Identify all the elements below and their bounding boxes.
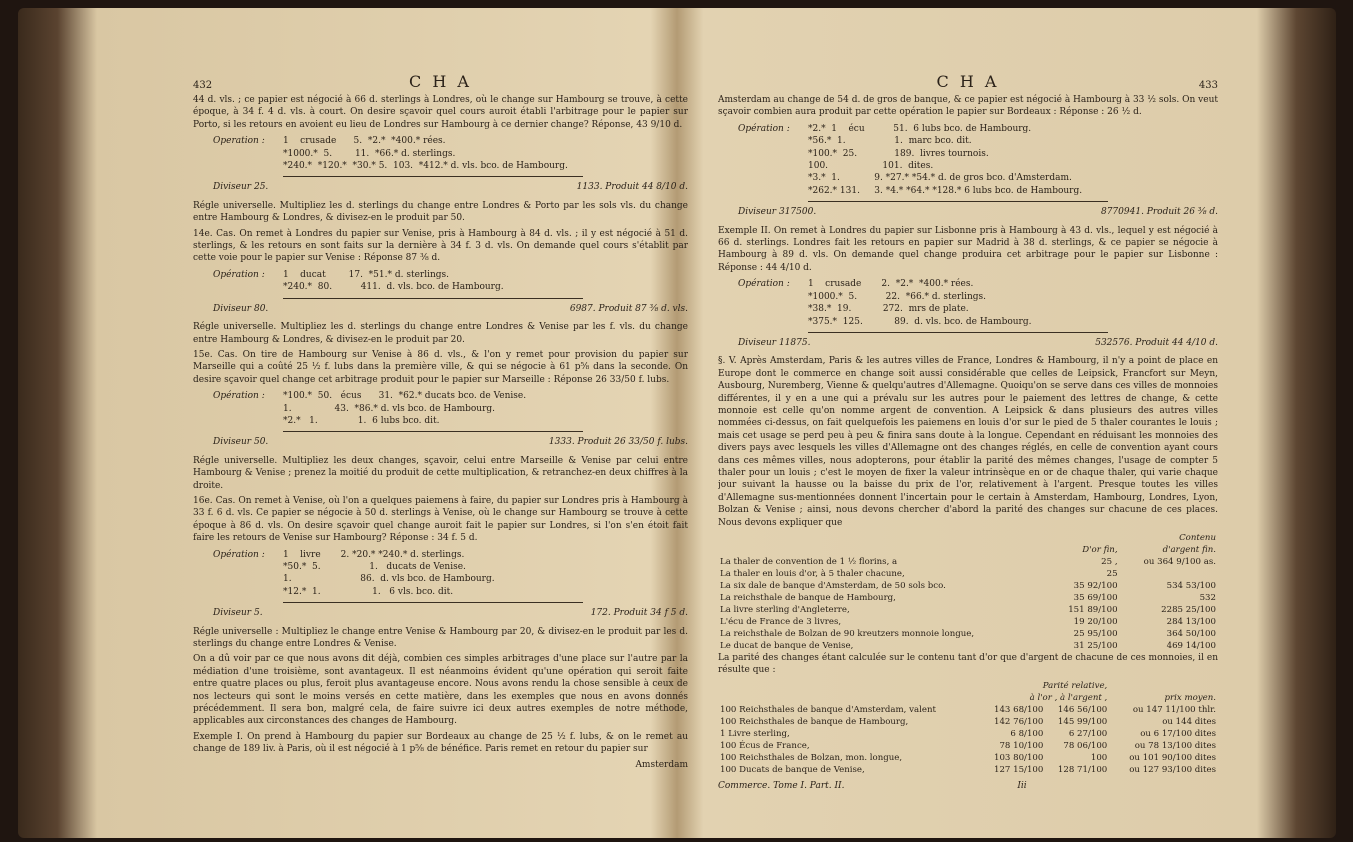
op-label: Opération : [738, 279, 790, 290]
op-rule [283, 431, 583, 432]
op-label: Operation : [213, 136, 265, 147]
footer-title: Commerce. Tome I. Part. II. [718, 780, 845, 791]
table-heading: Parité relative, [1042, 680, 1108, 691]
op-row: 1 crusade 5. *2.* *400.* rées. [283, 136, 446, 147]
column-header-silver: d'argent fin. [1162, 545, 1216, 555]
catchword: Amsterdam [635, 759, 688, 770]
left-header [193, 64, 688, 94]
operation-6 [738, 278, 1218, 328]
operation-1 [213, 135, 688, 172]
content-table [718, 532, 1218, 652]
op-divisor: Diviseur 80. [213, 303, 269, 314]
operation-2 [213, 269, 688, 294]
paragraph: Exemple I. On prend à Hambourg du papier sur Bordeaux au change de 25 ½ f. lubs, & on le remet au change de 189 liv. à Paris, où il est négocié à 1 p⅝ de bénéfice. Paris remet en retour du papier sur [193, 731, 688, 755]
table-row: La reichsthale de banque de Hambourg, 35 69/100 532 [720, 593, 1216, 603]
op-row: *1000.* 5. 22. *66.* d. sterlings. [808, 291, 987, 302]
op-row: *1000.* 5. 11. *66.* d. sterlings. [283, 148, 456, 159]
op-rule [283, 602, 583, 603]
column-header-gold: D'or fin, [1082, 545, 1118, 555]
paragraph: 14e. Cas. On remet à Londres du papier sur Venise, pris à Hambourg à 84 d. vls. ; il y est négocié à 51 d. sterlings, & les retours en sont faits sur la dernière à 34 f. 3 d. vls. On demande quel cours s'établit par cette voie pour le papier sur Venise : Réponse 87 ⅜ d. [193, 228, 688, 264]
operation-5 [738, 123, 1218, 197]
operation-3 [213, 390, 688, 427]
paragraph: Régle universelle : Multipliez le change entre Venise & Hambourg par 20, & divisez-en le produit par les d. sterlings du change entre Londres & Venise. [193, 626, 688, 650]
table-row: La six dale de banque d'Amsterdam, de 50 sols bco. 35 92/100 534 53/100 [720, 581, 1216, 591]
op-row: 1. 86. d. vls bco. de Hambourg. [283, 574, 495, 585]
op-product: 172. Produit 34 f 5 d. [590, 608, 688, 619]
paragraph: Exemple II. On remet à Londres du papier sur Lisbonne pris à Hambourg à 43 d. vls., lequel y est négocié à 66 d. sterlings. Londres fait les retours en papier sur Madrid à 38 d. sterlings, & ce papier se négocie à Hambourg à 89 d. vls. On demande quel change produira cet arbitrage pour le papier sur Lisbonne : Réponse : 44 4/10 d. [718, 225, 1218, 273]
right-running-head: C H A [936, 72, 1000, 91]
op-product: 1133. Produit 44 8/10 d. [576, 182, 688, 193]
table-row: Le ducat de banque de Venise, 31 25/100 469 14/100 [720, 641, 1216, 651]
operation-4 [213, 549, 688, 599]
op-result [213, 181, 688, 193]
table-row: La thaler en louis d'or, à 5 thaler chacune, 25 [720, 569, 1118, 579]
table-row: L'écu de France de 3 livres, 19 20/100 284 13/100 [720, 617, 1216, 627]
table-row: 100 Reichsthales de banque d'Amsterdam, valent 143 68/100 146 56/100 ou 147 11/100 thlr. [720, 704, 1216, 715]
op-row: *3.* 1. 9. *27.* *54.* d. de gros bco. d'Amsterdam. [808, 173, 1072, 184]
op-product: 1333. Produit 26 33/50 f. lubs. [548, 437, 688, 448]
left-page-number: 432 [193, 80, 213, 91]
op-row: *38.* 19. 272. mrs de plate. [808, 304, 969, 315]
left-running-head: C H A [409, 72, 472, 91]
left-page [193, 64, 688, 836]
paragraph: 16e. Cas. On remet à Venise, où l'on a quelques paiemens à faire, du papier sur Londres pris à Hambourg à 33 f. 6 d. vls. Ce papier se négocie à 50 d. sterlings à Venise, où le change sur Hambourg se trouve à cette époque à 86 d. vls. On desire sçavoir quel change auroit fait le papier sur Londres, si l'on s'en étoit fait faire les retours de Venise sur Hambourg? Réponse : 34 f. 5 d. [193, 495, 688, 544]
right-page [718, 64, 1218, 836]
op-row: 1 livre 2. *20.* *240.* d. sterlings. [283, 549, 465, 560]
op-rule [283, 176, 583, 177]
op-rule [283, 298, 583, 299]
table-row: 100 Reichsthales de Bolzan, mon. longue, 103 80/100 100 ou 101 90/100 dites [720, 752, 1216, 763]
paragraph: Régle universelle. Multipliez les deux changes, sçavoir, celui entre Marseille & Venise par celui entre Hambourg & Venise ; prenez la moitié du produit de cette multiplication, & retranchez-en deux chiffres à la droite. [193, 455, 688, 491]
op-row: *56.* 1. 1. marc bco. dit. [808, 136, 972, 147]
paragraph: La parité des changes étant calculée sur le contenu tant d'or que d'argent de chacune de ces monnoies, il en résulte que : [718, 653, 1218, 676]
open-book [18, 8, 1336, 838]
op-divisor: Diviseur 317500. [738, 207, 817, 218]
op-label: Opération : [213, 391, 265, 402]
table-row: 100 Ducats de banque de Venise, 127 15/100 128 71/100 ou 127 93/100 dites [720, 764, 1216, 775]
op-row: 1 crusade 2. *2.* *400.* rées. [808, 279, 974, 290]
op-row: *100.* 50. écus 31. *62.* ducats bco. de Venise. [283, 391, 527, 402]
table-row: 1 Livre sterling, 6 8/100 6 27/100 ou 6 17/100 dites [720, 728, 1216, 739]
table-row: 100 Reichsthales de banque de Hambourg, 142 76/100 145 99/100 ou 144 dites [720, 716, 1216, 727]
op-row: *2.* 1 écu 51. 6 lubs bco. de Hambourg. [808, 123, 1032, 134]
op-result [213, 607, 688, 619]
paragraph: Régle universelle. Multipliez les d. sterlings du change entre Londres & Porto par les sols vls. du change entre Hambourg & Londres, & divisez-en le produit par 50. [193, 200, 688, 224]
parity-table [718, 680, 1218, 776]
op-row: *240.* 80. 411. d. vls. bco. de Hambourg. [283, 282, 504, 293]
column-header-mean: prix moyen. [1164, 692, 1216, 703]
op-rule [808, 201, 1108, 202]
page-footer [718, 780, 1218, 792]
paragraph: Régle universelle. Multipliez les d. sterlings du change entre Londres & Venise par les f. vls. du change entre Hambourg & Londres, & divisez-en le produit par 20. [193, 322, 688, 345]
op-label: Opération : [213, 549, 265, 560]
op-product: 532576. Produit 44 4/10 d. [1095, 337, 1218, 348]
op-product: 8770941. Produit 26 ⅜ d. [1100, 207, 1218, 218]
op-divisor: Diviseur 5. [213, 608, 263, 619]
op-divisor: Diviseur 11875. [738, 337, 811, 348]
op-result [213, 303, 688, 315]
op-result [738, 337, 1218, 349]
op-row: *375.* 125. 89. d. vls. bco. de Hambourg. [808, 316, 1032, 327]
op-divisor: Diviseur 50. [213, 437, 269, 448]
op-row: *240.* *120.* *30.* 5. 103. *412.* d. vls. bco. de Hambourg. [283, 161, 568, 172]
right-intro: Amsterdam au change de 54 d. de gros de banque, & ce papier est négocié à Hambourg à 33 ½ sols. On veut sçavoir combien aura produit par cette opération le papier sur Bordeaux : Réponse : 26 ½ d. [718, 95, 1218, 118]
op-result [213, 436, 688, 448]
op-product: 6987. Produit 87 ⅜ d. vls. [569, 303, 688, 314]
op-result [738, 206, 1218, 218]
right-page-number: 433 [1198, 80, 1218, 91]
op-row: *50.* 5. 1. ducats de Venise. [283, 562, 466, 572]
op-divisor: Diviseur 25. [213, 182, 269, 193]
op-row: *12.* 1. 1. 6 vls. bco. dit. [283, 586, 454, 597]
op-row: 1 ducat 17. *51.* d. sterlings. [283, 269, 449, 280]
paragraph: On a dû voir par ce que nous avons dit déjà, combien ces simples arbitrages d'une place sur l'autre par la médiation d'une troisième, sont avantageux. Il est néanmoins évident qu'une opération qui seroit faite entre quatre places ou plus, feroit plus avantageuse encore. Nous avons rendu la chose sensible à ceux de nos lecteurs qui sont le moins versés en cette matière, dans les exemples que nous en avons donnés précédemment. Il sera bon, malgré cela, de faire suivre ici deux autres exemples de notre méthode, applicables aux circonstances des changes de Hambourg. [193, 654, 688, 727]
table-row: La livre sterling d'Angleterre, 151 89/100 2285 25/100 [720, 605, 1216, 615]
table-heading: Contenu [1179, 533, 1216, 543]
op-label: Opération : [213, 269, 265, 280]
signature-mark: Iii [1017, 780, 1027, 791]
table-row: La thaler de convention de 1 ½ florins, a 25 , ou 364 9/100 as. [720, 557, 1216, 567]
column-header-gold-silver: à l'or , à l'argent , [1029, 692, 1108, 703]
paragraph: 15e. Cas. On tire de Hambourg sur Venise à 86 d. vls., & l'on y remet pour provision du papier sur Marseille qui a coûté 25 ½ f. lubs dans la première ville, & qui se négocie à 61 p⅝ dans la seconde. On desire sçavoir quel change cet arbitrage produit pour le papier sur Marseille : Réponse 26 33/50 f. lubs. [193, 349, 688, 385]
left-intro: 44 d. vls. ; ce papier est négocié à 66 d. sterlings à Londres, où le change sur Hambourg se trouve, à cette époque, à 34 f. 4 d. vls. à court. On desire sçavoir quel cours auroit établi l'arbitrage pour le papier sur Porto, si les retours en avoient eu lieu de Londres sur Hambourg à ce dernier change? Réponse, 43 9/10 d. [193, 95, 688, 130]
right-header [718, 64, 1218, 94]
op-row: *100.* 25. 189. livres tournois. [808, 148, 989, 159]
table-row: La reichsthale de Bolzan de 90 kreutzers monnoie longue, 25 95/100 364 50/100 [720, 629, 1216, 639]
table-row: 100 Écus de France, 78 10/100 78 06/100 ou 78 13/100 dites [720, 740, 1216, 751]
op-row: 1. 43. *86.* d. vls bco. de Hambourg. [283, 403, 496, 414]
op-row: 100. 101. dites. [808, 161, 934, 172]
op-row: *2.* 1. 1. 6 lubs bco. dit. [283, 415, 440, 426]
op-row: *262.* 131. 3. *4.* *64.* *128.* 6 lubs bco. de Hambourg. [808, 185, 1083, 196]
op-label: Opération : [738, 123, 790, 134]
paragraph: §. V. Après Amsterdam, Paris & les autres villes de France, Londres & Hambourg, il n'y a point de place en Europe dont le commerce en change soit aussi considérable que celles de Leipsick, Francfort sur Meyn, Ausbourg, Nuremberg, Vienne & quelqu'autres d'Allemagne. Quoiqu'on se serve dans ces villes de monnoies différentes, il y en a une qui a prévalu sur les autres pour le paiement des lettres de change, & cette monnoie est celle qu'on nomme argent de convention. A Leipsick & dans plusieurs des autres villes nommées ci-dessus, on fait quelquefois les paiemens en louis d'or sur le pied de 5 thaler courantes le louis ; mais cet usage se perd peu à peu & finira sans doute à la longue. Cependant en réduisant les monnoies des divers pays avec lesquels les villes d'Allemagne ont des changes réglés, en celle de convention ayant cours dans ces mêmes villes, nous adopterons, pour établir la parité des mêmes changes, l'usage de compter 5 thaler pour un louis ; c'est le moyen de fixer la valeur intrinsèque en or de chaque thaler, qui varie chaque jour suivant la hausse ou la baisse du prix de l'or, relativement à l'argent. Presque toutes les villes d'Allemagne sus-mentionnées donnent l'incertain pour le certain à Amsterdam, Hambourg, Londres, Lyon, Bolzan & Venise ; ainsi, nous devons chercher d'abord la parité des changes sur chacune de ces places. Nous devons expliquer que [718, 356, 1218, 528]
op-rule [808, 332, 1108, 333]
